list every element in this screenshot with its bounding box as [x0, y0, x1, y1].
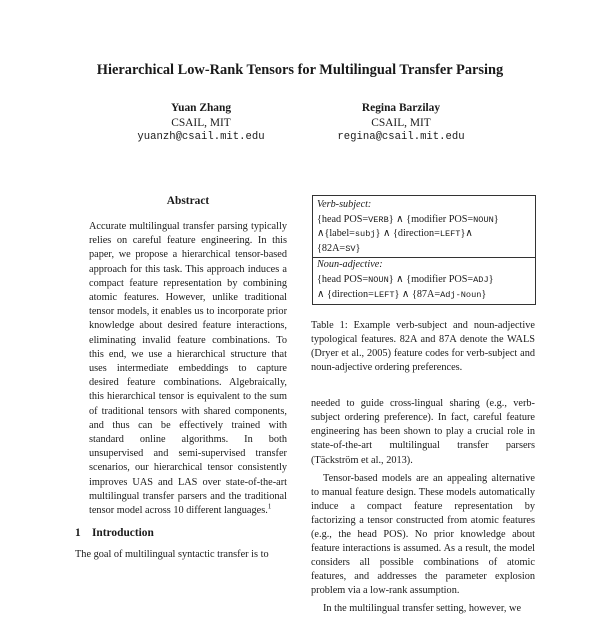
author-name: Yuan Zhang: [170, 102, 232, 114]
left-column: [75, 195, 301, 562]
typological-feature-table: [312, 195, 536, 305]
author-block: [301, 101, 501, 145]
author-email: yuanzh@csail.mit.edu: [137, 131, 265, 144]
author-name: Regina Barzilay: [361, 102, 441, 114]
abstract-heading: Abstract: [166, 195, 210, 207]
body-text: [311, 397, 535, 616]
feature-line: ∧ {direction=LEFT} ∧ {87A=Adj-Noun}: [317, 288, 487, 300]
abstract-text: Accurate multilingual transfer parsing typically relies on careful feature engineering. In this paper, we propose a hierarchical tensor-based approach for this task. This approach induces a compact feature representation by combining atomic features. However, unlike traditional tensor models, it enables us to incorporate prior knowledge about desired feature interactions, eliminating invalid feature combinations. To this end, we use a hierarchical structure that uses intermediate embeddings to capture desired feature combinations. Algebraically, this hierarchical tensor is equivalent to the sum of traditional tensors with shared components, and thus can be effectively trained with standard online algorithms. In both unsupervised and semi-supervised transfer scenarios, our hierarchical tensor consistently improves UAS and LAS over state-of-the-art multilingual transfer parsers and the traditional tensor model across 10 different languages.$^1$: [89, 221, 287, 517]
paper-title: Hierarchical Low-Rank Tensors for Multilingual Transfer Parsing: [96, 62, 504, 78]
author-email: regina@csail.mit.edu: [337, 131, 465, 144]
table-caption: Table 1: Example verb-subject and noun-adjective typological features. 82A and 87A denote the WALS (Dryer et al., 2005) feature codes for verb-subject and noun-adjective ordering preferences.: [311, 320, 535, 374]
feature-line: ∧{label=subj} ∧ {direction=LEFT}∧: [317, 228, 473, 240]
introduction-text: The goal of multilingual syntactic transfer is to: [75, 549, 269, 561]
author-affiliation: CSAIL, MIT: [171, 116, 231, 129]
paragraph: Tensor-based models are an appealing alternative to manual feature design. These models automatically induce a compact feature representation by factorizing a tensor constructed from atomic features (e.g., the head POS). No prior knowledge about feature interactions is assumed. As a result, the model considers all possible combinations of atomic features, and addresses the parameter explosion problem via a low-rank assumption.: [311, 472, 535, 597]
verb-subject-label: Verb-subject:: [317, 199, 372, 210]
author-block: [101, 101, 301, 145]
section-title: Introduction: [92, 527, 154, 540]
author-affiliation: CSAIL, MIT: [371, 116, 431, 129]
feature-line: {head POS=NOUN} ∧ {modifier POS=ADJ}: [317, 273, 494, 285]
paragraph: needed to guide cross-lingual sharing (e.g., verb-subject ordering preference). In fact, careful feature engineering has been shown to play a crucial role in state-of-the-art multilingual transfer parsers (Täckström et al., 2013).: [311, 398, 535, 466]
paragraph: In the multilingual transfer setting, however, we: [323, 603, 522, 615]
footnote-mark: 1: [267, 502, 272, 511]
feature-line: {82A=SV}: [317, 242, 361, 254]
noun-adjective-label: Noun-adjective:: [317, 259, 383, 271]
feature-line: {head POS=VERB} ∧ {modifier POS=NOUN}: [317, 213, 499, 225]
section-number: 1: [75, 527, 81, 540]
section-heading-introduction: [75, 527, 301, 539]
right-column: [311, 195, 535, 617]
